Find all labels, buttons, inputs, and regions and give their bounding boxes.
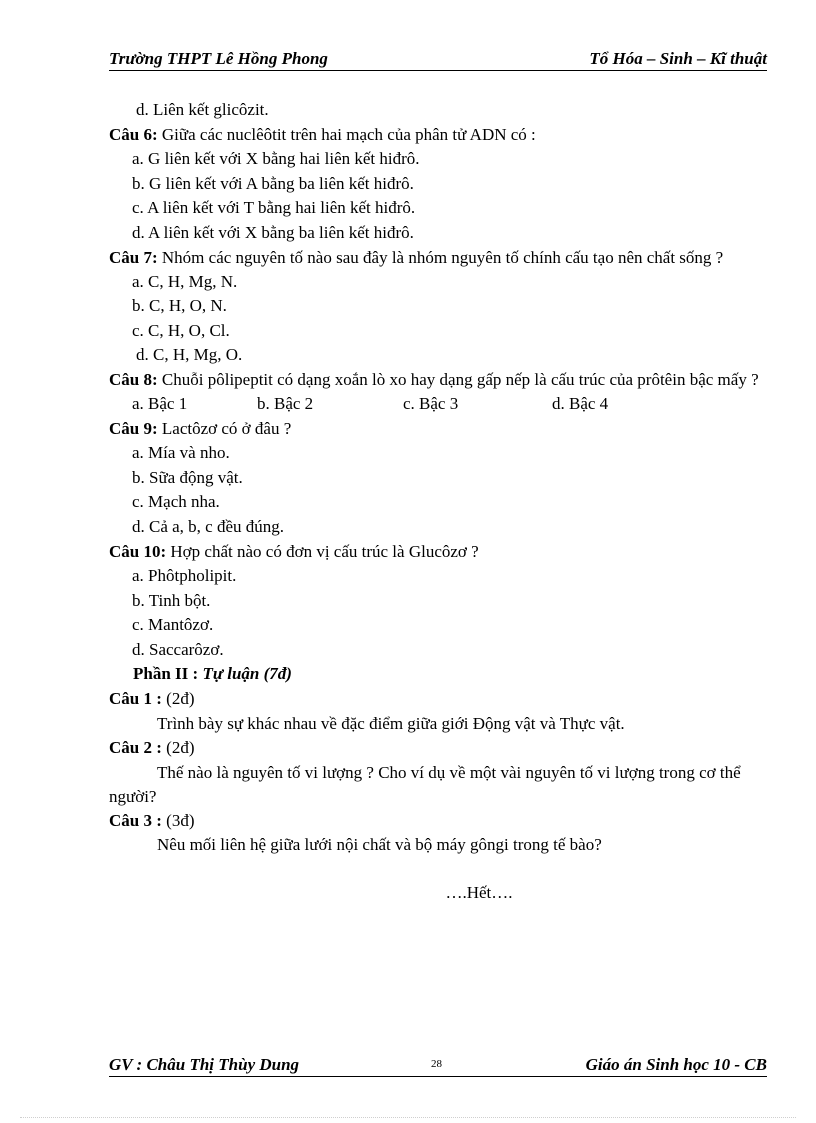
footer-teacher: GV : Châu Thị Thùy Dung bbox=[109, 1055, 300, 1074]
essay-3-text: Nêu mối liên hệ giữa lưới nội chất và bộ máy gôngi trong tế bào? bbox=[157, 835, 602, 855]
essay-3-heading bbox=[109, 809, 769, 834]
question-6-option-b: b. G liên kết với A bằng ba liên kết hiđrô. bbox=[132, 173, 414, 193]
question-9-option-a: a. Mía và nho. bbox=[132, 443, 230, 463]
question-7-option-c: c. C, H, O, Cl. bbox=[132, 320, 230, 340]
question-9 bbox=[109, 417, 769, 442]
question-7 bbox=[109, 246, 769, 270]
essay-2-heading bbox=[109, 736, 769, 761]
question-7-label: Câu 7: bbox=[109, 247, 158, 267]
question-6-option-a: a. G liên kết với X bằng hai liên kết hiđrô. bbox=[132, 149, 420, 169]
question-8-option-c: c. Bậc 3 bbox=[403, 393, 459, 413]
question-10-option-c: c. Mantôzơ. bbox=[132, 615, 214, 635]
page-content bbox=[109, 98, 769, 906]
question-9-option-c: c. Mạch nha. bbox=[132, 492, 220, 512]
question-10-text: Hợp chất nào có đơn vị cấu trúc là Glucôzơ ? bbox=[170, 541, 479, 561]
question-9-label: Câu 9: bbox=[109, 418, 158, 438]
part-2-label: Phần II : bbox=[133, 664, 199, 684]
question-8-text: Chuỗi pôlipeptit có dạng xoắn lò xo hay dạng gấp nếp là cấu trúc của prôtêin bậc mấy ? bbox=[161, 369, 759, 389]
essay-1-heading bbox=[109, 687, 769, 712]
question-6-text: Giữa các nuclêôtit trên hai mạch của phân tử ADN có : bbox=[161, 124, 536, 144]
question-9-text: Lactôzơ có ở đâu ? bbox=[161, 418, 292, 438]
essay-1-label: Câu 1 : bbox=[109, 689, 162, 709]
question-7-option-a: a. C, H, Mg, N. bbox=[132, 271, 238, 291]
essay-1-points: (2đ) bbox=[166, 689, 195, 709]
header-school: Trường THPT Lê Hồng Phong bbox=[109, 49, 328, 68]
essay-2-points: (2đ) bbox=[166, 738, 195, 758]
question-10-option-d: d. Saccarôzơ. bbox=[132, 639, 224, 659]
question-6-option-d: d. A liên kết với X bằng ba liên kết hiđrô. bbox=[132, 222, 414, 242]
page-number: 28 bbox=[431, 1058, 442, 1070]
question-10-option-a: a. Phôtpholipit. bbox=[132, 566, 237, 586]
header-department: Tổ Hóa – Sinh – Kĩ thuật bbox=[589, 49, 767, 68]
part-2-title: Tự luận (7đ) bbox=[202, 664, 292, 684]
question-6 bbox=[109, 123, 769, 148]
essay-3-label: Câu 3 : bbox=[109, 810, 162, 830]
question-8-option-d: d. Bậc 4 bbox=[552, 393, 609, 413]
question-7-text: Nhóm các nguyên tố nào sau đây là nhóm nguyên tố chính cấu tạo nên chất sống ? bbox=[161, 247, 724, 267]
part-2-heading bbox=[109, 662, 769, 687]
essay-2-text: Thế nào là nguyên tố vi lượng ? Cho ví dụ về một vài nguyên tố vi lượng trong cơ thể người? bbox=[109, 762, 741, 806]
question-8-option-a: a. Bậc 1 bbox=[132, 393, 188, 413]
essay-2-label: Câu 2 : bbox=[109, 738, 162, 758]
question-7-option-d: d. C, H, Mg, O. bbox=[136, 345, 243, 365]
page-footer bbox=[109, 1056, 767, 1077]
page-header bbox=[109, 50, 767, 71]
question-8-label: Câu 8: bbox=[109, 369, 158, 389]
essay-1-text: Trình bày sự khác nhau về đặc điểm giữa giới Động vật và Thực vật. bbox=[157, 713, 625, 733]
question-6-label: Câu 6: bbox=[109, 124, 158, 144]
bottom-dotted-divider bbox=[20, 1117, 796, 1118]
question-8 bbox=[109, 368, 769, 392]
question-9-option-d: d. Cả a, b, c đều đúng. bbox=[132, 516, 285, 536]
question-7-option-b: b. C, H, O, N. bbox=[132, 296, 227, 316]
question-10-label: Câu 10: bbox=[109, 541, 167, 561]
question-8-options bbox=[109, 392, 769, 417]
question-6-option-c: c. A liên kết với T bằng hai liên kết hiđrô. bbox=[132, 198, 416, 218]
question-10 bbox=[109, 540, 769, 565]
question-9-option-b: b. Sữa động vật. bbox=[132, 467, 243, 487]
footer-subject: Giáo án Sinh học 10 - CB bbox=[585, 1055, 767, 1074]
q5-option-d: d. Liên kết glicôzit. bbox=[136, 100, 269, 119]
end-marker: ….Hết…. bbox=[445, 883, 513, 903]
essay-3-points: (3đ) bbox=[166, 810, 195, 830]
question-10-option-b: b. Tinh bột. bbox=[132, 590, 211, 610]
question-8-option-b: b. Bậc 2 bbox=[257, 393, 314, 413]
